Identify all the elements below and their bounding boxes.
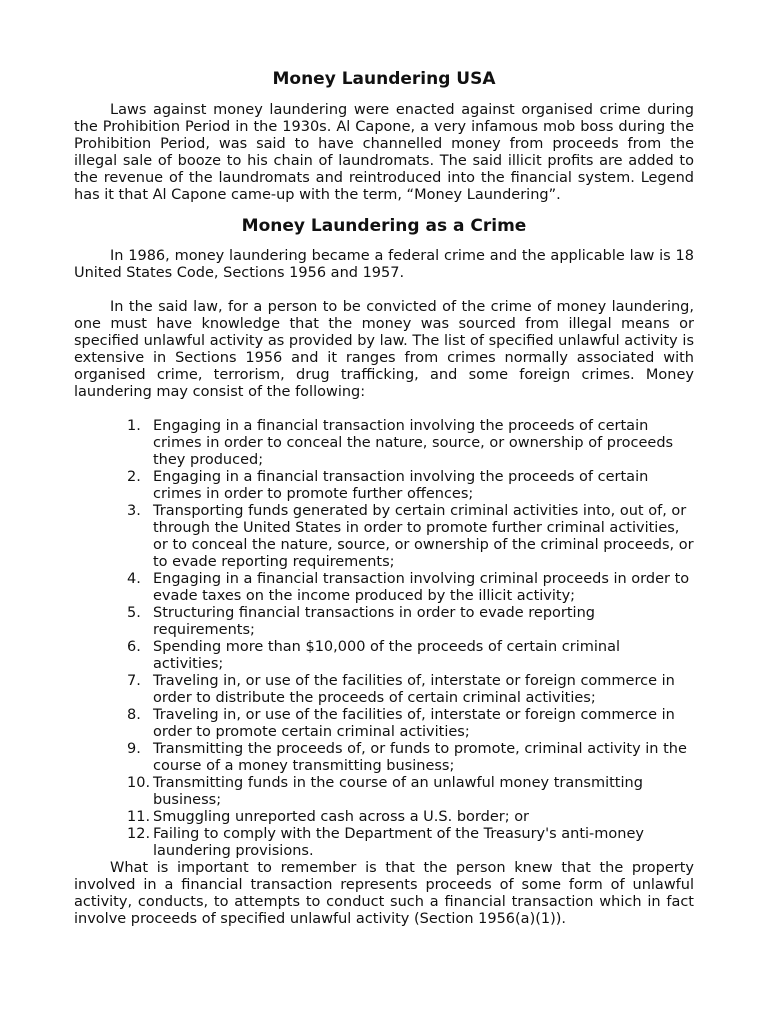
list-item-number: 12. bbox=[127, 826, 151, 842]
list-item-text: Spending more than $10,000 of the proceeds of certain criminal activities; bbox=[153, 639, 621, 672]
list-item-number: 8. bbox=[127, 707, 141, 723]
list-item bbox=[74, 809, 694, 826]
list-item-number: 4. bbox=[127, 571, 141, 587]
list-item-number: 7. bbox=[127, 673, 141, 689]
document-page bbox=[74, 68, 694, 928]
list-item bbox=[74, 503, 694, 571]
list-item-number: 9. bbox=[127, 741, 141, 757]
list-item bbox=[74, 418, 694, 469]
list-item bbox=[74, 605, 694, 639]
list-item-text: Transmitting funds in the course of an unlawful money transmitting business; bbox=[153, 775, 643, 808]
list-item bbox=[74, 673, 694, 707]
intro-paragraph: Laws against money laundering were enacted against organised crime during the Prohibition Period in the 1930s. Al Capone, a very infamous mob boss during the Prohibition Period, was said to have channelled money from proceeds from the illegal sale of booze to his chain of laundromats. The said illicit profits are added to the revenue of the laundromats and reintroduced into the financial system. Legend has it that Al Capone came-up with the term, “Money Laundering”. bbox=[74, 102, 694, 203]
list-item-number: 6. bbox=[127, 639, 141, 655]
list-item-text: Engaging in a financial transaction involving the proceeds of certain crimes in order to promote further offences; bbox=[153, 469, 649, 502]
list-item-number: 10. bbox=[127, 775, 151, 791]
closing-paragraph: What is important to remember is that the person knew that the property involved in a financial transaction represents proceeds of some form of unlawful activity, conducts, to attempts to conduct such a financial transaction which in fact involve proceeds of specified unlawful activity (Section 1956(a)(1)). bbox=[74, 860, 694, 927]
list-item-number: 2. bbox=[127, 469, 141, 485]
list-item bbox=[74, 571, 694, 605]
list-item-text: Traveling in, or use of the facilities of, interstate or foreign commerce in order to promote certain criminal activities; bbox=[153, 707, 675, 740]
list-item-number: 3. bbox=[127, 503, 141, 519]
list-item-text: Engaging in a financial transaction involving the proceeds of certain crimes in order to conceal the nature, source, or ownership of proceeds they produced; bbox=[153, 418, 674, 468]
list-item-text: Structuring financial transactions in order to evade reporting requirements; bbox=[153, 605, 595, 638]
list-item bbox=[74, 639, 694, 673]
list-item bbox=[74, 775, 694, 809]
list-item bbox=[74, 741, 694, 775]
list-item-text: Engaging in a financial transaction involving criminal proceeds in order to evade taxes on the income produced by the illicit activity; bbox=[153, 571, 690, 604]
section-heading: Money Laundering as a Crime bbox=[241, 216, 527, 236]
list-item-number: 5. bbox=[127, 605, 141, 621]
laundering-activities-list bbox=[74, 418, 694, 860]
list-item-text: Failing to comply with the Department of the Treasury's anti-money laundering provisions. bbox=[153, 826, 644, 859]
list-item bbox=[74, 826, 694, 860]
list-item-text: Traveling in, or use of the facilities of, interstate or foreign commerce in order to distribute the proceeds of certain criminal activities; bbox=[153, 673, 675, 706]
list-item-number: 1. bbox=[127, 418, 141, 434]
document-title: Money Laundering USA bbox=[272, 69, 496, 89]
list-item-text: Transmitting the proceeds of, or funds to promote, criminal activity in the course of a money transmitting business; bbox=[153, 741, 687, 774]
list-item-text: Smuggling unreported cash across a U.S. border; or bbox=[153, 809, 530, 825]
list-item bbox=[74, 707, 694, 741]
paragraph-conviction: In the said law, for a person to be convicted of the crime of money laundering, one must have knowledge that the money was sourced from illegal means or specified unlawful activity as provided by law. The list of specified unlawful activity is extensive in Sections 1956 and it ranges from crimes normally associated with organised crime, terrorism, drug trafficking, and some foreign crimes. Money laundering may consist of the following: bbox=[74, 299, 694, 400]
list-item-text: Transporting funds generated by certain criminal activities into, out of, or through the United States in order to promote further criminal activities, or to conceal the nature, source, or ownership of the criminal proceeds, or to evade reporting requirements; bbox=[153, 503, 694, 570]
list-item-number: 11. bbox=[127, 809, 151, 825]
paragraph-federal-crime: In 1986, money laundering became a federal crime and the applicable law is 18 United States Code, Sections 1956 and 1957. bbox=[74, 248, 694, 281]
list-item bbox=[74, 469, 694, 503]
